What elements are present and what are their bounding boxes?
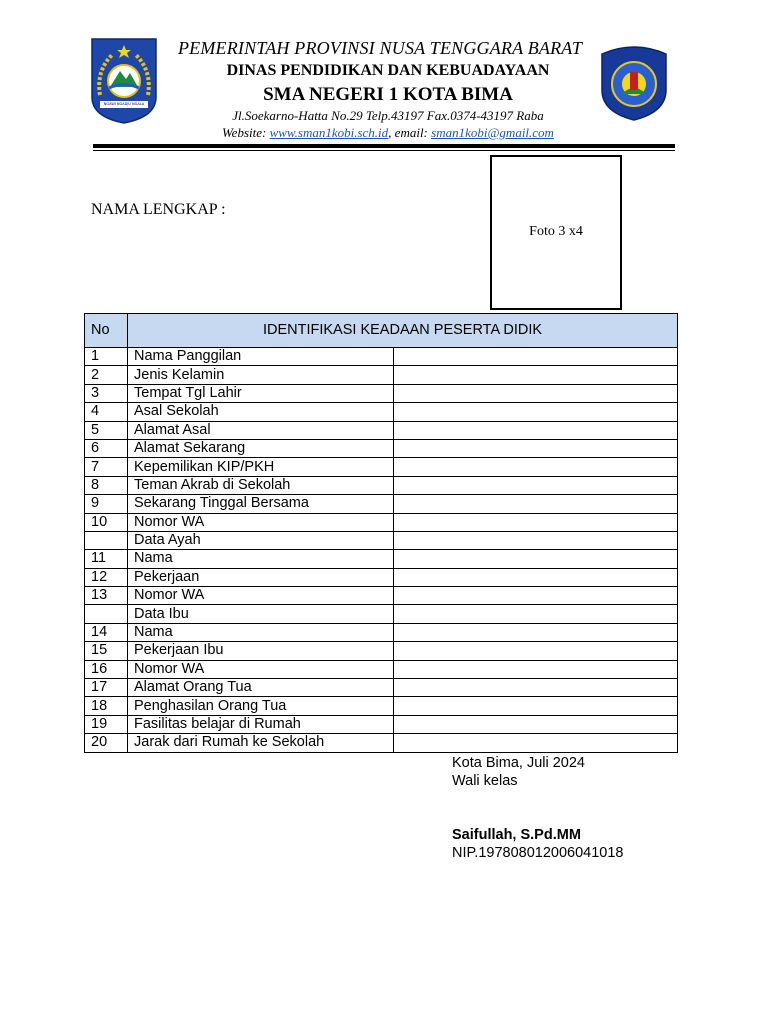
table-row xyxy=(85,366,678,384)
row-answer-field[interactable] xyxy=(394,642,678,660)
row-label: Nomor WA xyxy=(128,660,394,678)
table-row xyxy=(85,550,678,568)
kop-contact xyxy=(160,125,616,141)
table-row xyxy=(85,495,678,513)
table-row xyxy=(85,421,678,439)
row-number: 20 xyxy=(85,734,128,752)
row-number xyxy=(85,605,128,623)
row-label: Nama Panggilan xyxy=(128,348,394,366)
kop-address: Jl.Soekarno-Hatta No.29 Telp.43197 Fax.0374-43197 Raba xyxy=(232,108,544,123)
row-number: 17 xyxy=(85,679,128,697)
header-rule-thick xyxy=(93,144,675,148)
header-rule-thin xyxy=(93,150,675,151)
table-row xyxy=(85,715,678,733)
row-number: 18 xyxy=(85,697,128,715)
table-row xyxy=(85,348,678,366)
website-prefix: Website: xyxy=(222,125,270,140)
row-answer-field[interactable] xyxy=(394,458,678,476)
row-label: Data Ibu xyxy=(128,605,394,623)
row-answer-field[interactable] xyxy=(394,587,678,605)
row-answer-field[interactable] xyxy=(394,734,678,752)
row-number: 9 xyxy=(85,495,128,513)
table-row xyxy=(85,623,678,641)
row-answer-field[interactable] xyxy=(394,513,678,531)
row-label: Nomor WA xyxy=(128,513,394,531)
table-header-row xyxy=(85,314,678,348)
row-number: 12 xyxy=(85,568,128,586)
row-number: 16 xyxy=(85,660,128,678)
header-no: No xyxy=(85,314,128,348)
row-number: 2 xyxy=(85,366,128,384)
row-number: 5 xyxy=(85,421,128,439)
photo-box xyxy=(490,155,622,310)
kop-school-name: SMA NEGERI 1 KOTA BIMA xyxy=(263,84,513,105)
row-label: Tempat Tgl Lahir xyxy=(128,384,394,402)
row-answer-field[interactable] xyxy=(394,495,678,513)
row-answer-field[interactable] xyxy=(394,476,678,494)
table-row xyxy=(85,531,678,549)
row-label: Pekerjaan Ibu xyxy=(128,642,394,660)
table-row xyxy=(85,660,678,678)
row-answer-field[interactable] xyxy=(394,623,678,641)
row-label: Alamat Orang Tua xyxy=(128,679,394,697)
row-label: Jarak dari Rumah ke Sekolah xyxy=(128,734,394,752)
row-label: Data Ayah xyxy=(128,531,394,549)
table-row xyxy=(85,513,678,531)
row-label: Pekerjaan xyxy=(128,568,394,586)
signature-name: Saifullah, S.Pd.MM xyxy=(452,827,581,843)
row-answer-field[interactable] xyxy=(394,366,678,384)
table-row xyxy=(85,605,678,623)
row-answer-field[interactable] xyxy=(394,697,678,715)
row-answer-field[interactable] xyxy=(394,550,678,568)
signature-role: Wali kelas xyxy=(452,773,518,789)
table-row xyxy=(85,587,678,605)
table-row xyxy=(85,568,678,586)
signature-nip: NIP.197808012006041018 xyxy=(452,845,624,861)
table-row xyxy=(85,403,678,421)
row-answer-field[interactable] xyxy=(394,531,678,549)
row-answer-field[interactable] xyxy=(394,403,678,421)
table-row xyxy=(85,384,678,402)
row-number: 15 xyxy=(85,642,128,660)
row-label: Nomor WA xyxy=(128,587,394,605)
row-number: 7 xyxy=(85,458,128,476)
row-answer-field[interactable] xyxy=(394,715,678,733)
row-number xyxy=(85,531,128,549)
table-row xyxy=(85,679,678,697)
row-number: 13 xyxy=(85,587,128,605)
header-title: IDENTIFIKASI KEADAAN PESERTA DIDIK xyxy=(128,314,678,348)
row-label: Nama xyxy=(128,623,394,641)
row-answer-field[interactable] xyxy=(394,421,678,439)
kop-province: PEMERINTAH PROVINSI NUSA TENGGARA BARAT xyxy=(177,38,583,58)
row-number: 1 xyxy=(85,348,128,366)
row-number: 4 xyxy=(85,403,128,421)
row-answer-field[interactable] xyxy=(394,348,678,366)
row-label: Fasilitas belajar di Rumah xyxy=(128,715,394,733)
identification-table xyxy=(84,313,678,753)
row-label: Kepemilikan KIP/PKH xyxy=(128,458,394,476)
row-number: 14 xyxy=(85,623,128,641)
row-answer-field[interactable] xyxy=(394,605,678,623)
row-number: 11 xyxy=(85,550,128,568)
row-number: 6 xyxy=(85,439,128,457)
ntb-province-crest-icon xyxy=(90,37,158,125)
row-answer-field[interactable] xyxy=(394,660,678,678)
email-prefix: , email: xyxy=(388,125,432,140)
row-answer-field[interactable] xyxy=(394,439,678,457)
row-answer-field[interactable] xyxy=(394,568,678,586)
row-label: Teman Akrab di Sekolah xyxy=(128,476,394,494)
row-number: 8 xyxy=(85,476,128,494)
row-label: Alamat Asal xyxy=(128,421,394,439)
signature-place-date: Kota Bima, Juli 2024 xyxy=(452,755,585,771)
table-row xyxy=(85,458,678,476)
nama-lengkap-label: NAMA LENGKAP : xyxy=(91,201,226,218)
kop-department: DINAS PENDIDIKAN DAN KEBUADAYAAN xyxy=(226,62,550,79)
row-label: Alamat Sekarang xyxy=(128,439,394,457)
row-label: Nama xyxy=(128,550,394,568)
photo-label: Foto 3 x4 xyxy=(529,224,583,239)
row-label: Asal Sekolah xyxy=(128,403,394,421)
table-row xyxy=(85,642,678,660)
row-label: Sekarang Tinggal Bersama xyxy=(128,495,394,513)
row-label: Penghasilan Orang Tua xyxy=(128,697,394,715)
left-logo-motto: NGAWI NGADJU NGALA xyxy=(103,102,145,106)
row-number: 10 xyxy=(85,513,128,531)
row-answer-field[interactable] xyxy=(394,384,678,402)
table-row xyxy=(85,439,678,457)
email-link[interactable]: sman1kobi@gmail.com xyxy=(431,125,554,140)
row-number: 19 xyxy=(85,715,128,733)
website-link[interactable]: www.sman1kobi.sch.id xyxy=(269,125,389,140)
table-row xyxy=(85,476,678,494)
row-label: Jenis Kelamin xyxy=(128,366,394,384)
table-row xyxy=(85,697,678,715)
table-row xyxy=(85,734,678,752)
row-number: 3 xyxy=(85,384,128,402)
row-answer-field[interactable] xyxy=(394,679,678,697)
